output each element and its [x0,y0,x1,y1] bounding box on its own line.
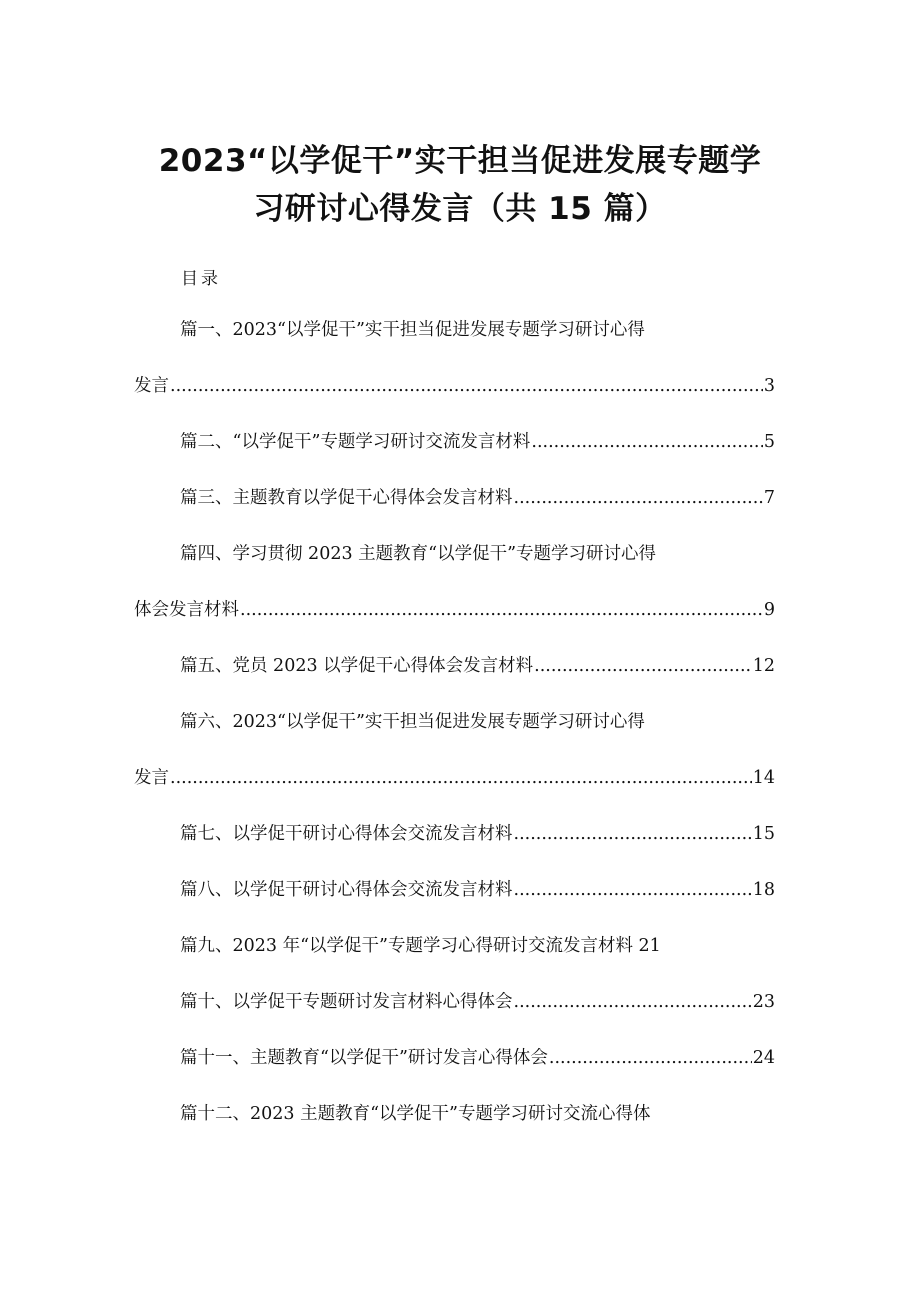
toc-entry-3[interactable] [180,486,775,510]
toc-entry-12[interactable]: 篇十二、2023 主题教育“以学促干”专题学习研讨交流心得体 [180,1104,651,1124]
toc-entry-3-page: 7 [763,488,775,508]
leader-dots [514,878,752,902]
leader-dots [514,822,752,846]
toc-heading: 目录 [181,269,221,289]
leader-dots [549,1046,752,1070]
toc-entry-2[interactable] [180,430,775,454]
title-line-2: 习研讨心得发言（共 15 篇） [253,191,667,227]
toc-entry-5-text: 篇五、党员 2023 以学促干心得体会发言材料 [180,656,534,676]
toc-entry-4-leader[interactable] [134,598,775,622]
leader-dots [240,598,763,622]
toc-entry-6-line-2: 发言 [134,768,169,788]
leader-dots [531,430,762,454]
toc-entry-6-line-1[interactable]: 篇六、2023“以学促干”实干担当促进发展专题学习研讨心得 [180,712,645,732]
toc-entry-11-page: 24 [752,1048,775,1068]
leader-dots [170,766,752,790]
toc-entry-11[interactable] [180,1046,775,1070]
toc-entry-10-text: 篇十、以学促干专题研讨发言材料心得体会 [180,992,513,1012]
leader-dots [170,374,763,398]
toc-entry-9[interactable]: 篇九、2023 年“以学促干”专题学习心得研讨交流发言材料 21 [180,936,661,956]
toc-entry-5[interactable] [180,654,775,678]
toc-entry-4-page: 9 [763,600,775,620]
toc-entry-1-leader[interactable] [134,374,775,398]
toc-entry-11-text: 篇十一、主题教育“以学促干”研讨发言心得体会 [180,1048,548,1068]
toc-entry-10-page: 23 [752,992,775,1012]
toc-entry-4-line-2: 体会发言材料 [134,600,239,620]
toc-entry-4-line-1[interactable]: 篇四、学习贯彻 2023 主题教育“以学促干”专题学习研讨心得 [180,544,657,564]
toc-entry-8-page: 18 [752,880,775,900]
toc-entry-1-line-1[interactable]: 篇一、2023“以学促干”实干担当促进发展专题学习研讨心得 [180,320,645,340]
toc-entry-2-page: 5 [763,432,775,452]
toc-entry-1-line-2: 发言 [134,376,169,396]
toc-entry-7-text: 篇七、以学促干研讨心得体会交流发言材料 [180,824,513,844]
toc-entry-7[interactable] [180,822,775,846]
toc-entry-10[interactable] [180,990,775,1014]
leader-dots [534,654,752,678]
toc-entry-8-text: 篇八、以学促干研讨心得体会交流发言材料 [180,880,513,900]
toc-entry-1-page: 3 [763,376,775,396]
leader-dots [514,990,752,1014]
toc-entry-7-page: 15 [752,824,775,844]
toc-entry-8[interactable] [180,878,775,902]
leader-dots [514,486,763,510]
toc-entry-2-text: 篇二、“以学促干”专题学习研讨交流发言材料 [180,432,531,452]
toc-entry-3-text: 篇三、主题教育以学促干心得体会发言材料 [180,488,513,508]
toc-entry-5-page: 12 [752,656,775,676]
toc-entry-6-page: 14 [752,768,775,788]
toc-entry-6-leader[interactable] [134,766,775,790]
title-line-1: 2023“以学促干”实干担当促进发展专题学 [158,143,762,179]
